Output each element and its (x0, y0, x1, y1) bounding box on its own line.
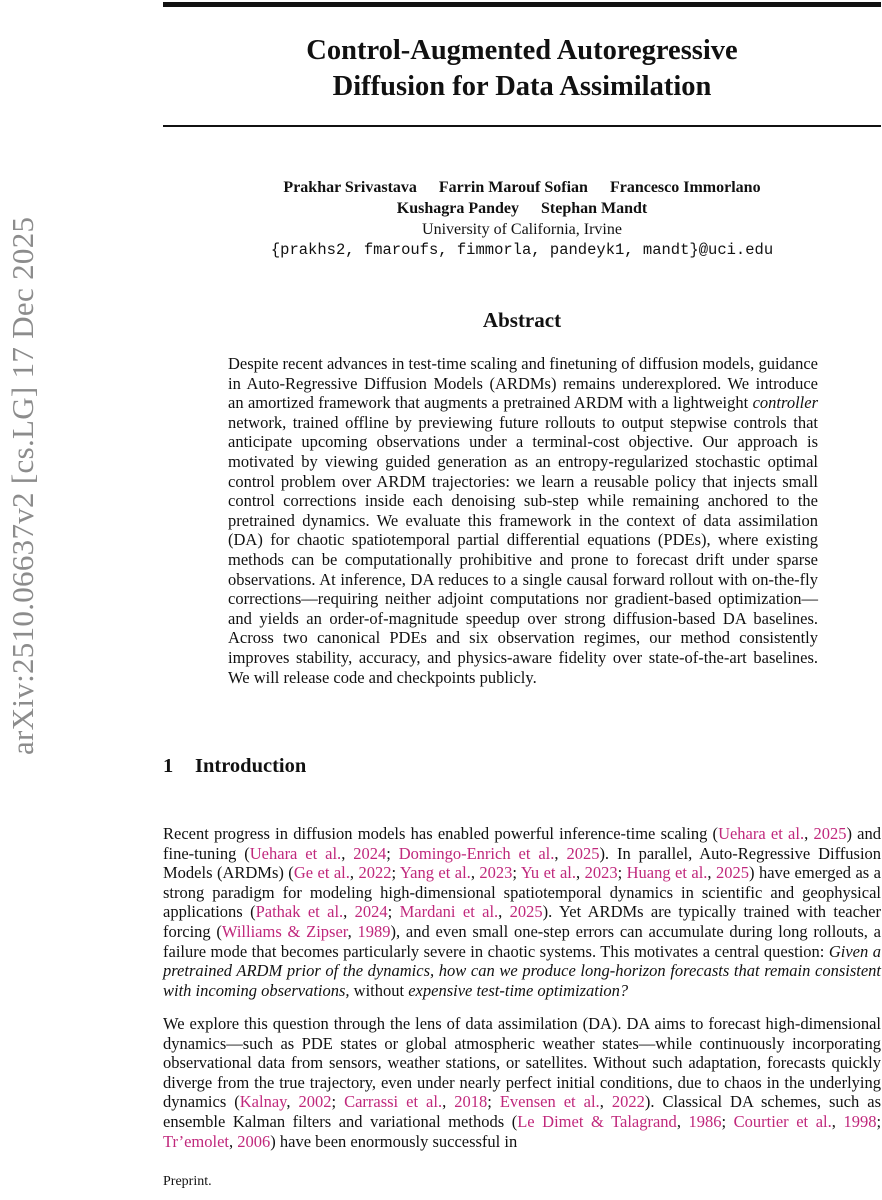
paragraph-text: ; (721, 1111, 734, 1131)
citation-link[interactable]: 2006 (237, 1131, 271, 1151)
author-name: Prakhar Srivastava (283, 179, 417, 196)
citation-link[interactable]: 2022 (611, 1092, 645, 1112)
title-rule-top (163, 2, 881, 7)
author-name: Farrin Marouf Sofian (438, 179, 588, 196)
paragraph-text: ; (331, 1092, 345, 1112)
paragraph-text: ). Classical DA schemes, such as ensemble Kalman filters and variational methods ( (163, 1092, 881, 1131)
citation-link[interactable]: Pathak et al. (255, 902, 344, 922)
affiliation: University of California, Irvine (422, 221, 622, 238)
citation-link[interactable]: Uehara et al. (249, 843, 342, 863)
paragraph-text: , (470, 863, 480, 883)
section-number: 1 (163, 755, 174, 777)
paragraph-text: ; (617, 863, 627, 883)
paragraph-text: ; (386, 843, 399, 863)
citation-link[interactable]: 2025 (716, 863, 749, 883)
paper-title (163, 33, 881, 105)
citation-link[interactable]: Courtier et al. (733, 1111, 832, 1131)
title-rule-bottom (163, 125, 881, 127)
citation-link[interactable]: Huang et al. (626, 863, 708, 883)
paragraph-text: , (707, 863, 716, 883)
citation-link[interactable]: Yu et al. (520, 863, 576, 883)
abstract-body (228, 354, 818, 687)
emphasized-text: expensive test-time optimization? (408, 980, 629, 1000)
paragraph-text: , (349, 863, 359, 883)
paragraph-text: We explore this question through the lens of data assimilation (DA). DA aims to forecast high-dimensional dynamics—such as PDE states or global atmospheric weather states—while continuously incorporating observational data from sensors, weather stations, or satellites. Without such adaptation, forecasts quickly diverge from the true trajectory, even under nearly perfect initial conditions, due to chaos in the underlying dynamics ( (163, 1014, 881, 1112)
paragraph-text: , (498, 902, 510, 922)
citation-link[interactable]: Evensen et al. (499, 1092, 600, 1112)
author-emails: {prakhs2, fmaroufs, fimmorla, pandeyk1, mandt}@uci.edu (270, 241, 774, 259)
authors-line-1 (163, 177, 881, 198)
citation-link[interactable]: 1986 (688, 1111, 722, 1131)
author-block (163, 177, 881, 261)
paragraph-text: , (229, 1131, 238, 1151)
citation-link[interactable]: Ge et al. (293, 863, 350, 883)
paragraph-text: ) have emerged as a strong paradigm for modeling high-dimensional spatiotemporal dynamics in scientific and geophysical applications ( (163, 863, 881, 922)
citation-link[interactable]: 2024 (353, 843, 387, 863)
citation-link[interactable]: 2002 (298, 1092, 332, 1112)
paragraph-text: ; (387, 902, 400, 922)
citation-link[interactable]: 2025 (509, 902, 543, 922)
paragraph-text: , (341, 843, 354, 863)
citation-link[interactable]: 1998 (843, 1111, 877, 1131)
paragraph-text: ). In parallel, Auto-Regressive Diffusion Models (ARDMs) ( (163, 843, 882, 883)
paragraph-text: Recent progress in diffusion models has enabled powerful inference-time scaling ( (163, 824, 719, 843)
citation-link[interactable]: Mardani et al. (399, 902, 499, 922)
footer-note: Preprint. (163, 1174, 212, 1189)
citation-link[interactable]: Tr’emolet (163, 1131, 229, 1151)
citation-link[interactable]: Domingo-Enrich et al. (398, 843, 555, 863)
paragraph-text: ) and fine-tuning ( (163, 824, 881, 863)
paragraph-text: ), and even small one-step errors can accumulate during long rollouts, a failure mode that becomes particularly severe in chaotic systems. This motivates a central question: (163, 921, 882, 961)
citation-link[interactable]: Carrassi et al. (344, 1092, 443, 1112)
section-title: Introduction (195, 755, 307, 777)
paragraph-text: , (676, 1111, 689, 1131)
abstract-text: Despite recent advances in test-time scaling and finetuning of diffusion models, guidance in Auto-Regressive Diffusion Models (ARDMs) remains underexplored. We introduce an amortized framework that augments a pretrained ARDM with a lightweight (228, 354, 818, 413)
citation-link[interactable]: 2025 (566, 843, 600, 863)
abstract-text: network, trained offline by previewing future rollouts to output stepwise controls that anticipate upcoming observations under a terminal-cost objective. Our approach is motivated by viewing guided generation as an entropy-regularized stochastic optimal control problem over ARDM trajectories: we learn a reusable policy that injects small control corrections inside each denoising sub-step while remaining anchored to the pretrained dynamics. We evaluate this framework in the context of data assimilation (DA) for chaotic spatiotemporal partial differential equations (PDEs), where existing methods can be computationally prohibitive and prone to forecast drift under sparse observations. At inference, DA reduces to a single causal forward rollout with on-the-fly corrections—requiring neither adjoint computations nor gradient-based optimization—and yields an order-of-magnitude speedup over strong diffusion-based DA baselines. Across two canonical PDEs and six observation regimes, our method consistently improves stability, accuracy, and physics-aware fidelity over state-of-the-art baselines. We will release code and checkpoints publicly. (228, 412, 818, 687)
citation-link[interactable]: 2022 (358, 863, 392, 883)
title-line-2: Diffusion for Data Assimilation (332, 71, 712, 102)
authors-line-2 (163, 198, 881, 219)
abstract-heading: Abstract (482, 308, 562, 332)
paragraph-text: , (347, 921, 358, 941)
paragraph-text: , (575, 863, 585, 883)
citation-link[interactable]: Uehara et al. (718, 824, 805, 843)
author-name: Stephan Mandt (541, 200, 648, 217)
paragraph-text: , (599, 1092, 612, 1112)
author-name: Kushagra Pandey (396, 200, 519, 217)
paragraph-text: ; (512, 863, 521, 883)
citation-link[interactable]: Yang et al. (399, 863, 471, 883)
paragraph-text: without (349, 980, 409, 1000)
paragraph-text: ). Yet ARDMs are typically trained with teacher forcing ( (163, 902, 882, 941)
citation-link[interactable]: 2024 (354, 902, 388, 922)
paragraph-text: , (831, 1111, 844, 1131)
citation-link[interactable]: Kalnay (239, 1092, 287, 1112)
author-name: Francesco Immorlano (609, 179, 761, 196)
abstract-emphasis: controller (752, 393, 818, 413)
citation-link[interactable]: 1989 (357, 921, 391, 941)
paragraph-text: , (286, 1092, 299, 1112)
citation-link[interactable]: 2025 (813, 824, 847, 843)
paragraph-text: ; (876, 1111, 882, 1131)
intro-paragraph-2 (163, 1014, 881, 1151)
title-line-1: Control-Augmented Autoregressive (306, 35, 738, 66)
section-heading-introduction (163, 755, 306, 778)
paragraph-text: , (442, 1092, 455, 1112)
citation-link[interactable]: 2023 (584, 863, 618, 883)
paragraph-text: ; (391, 863, 400, 883)
citation-link[interactable]: Le Dimet & Talagrand (517, 1111, 677, 1131)
paragraph-text: , (343, 902, 355, 922)
emphasized-text: Given a pretrained ARDM prior of the dynamics, how can we produce long-horizon forecasts that remain consistent with incoming observations, (163, 941, 881, 1000)
paragraph-text: , (804, 824, 814, 843)
citation-link[interactable]: 2018 (454, 1092, 488, 1112)
intro-paragraph-1 (163, 824, 881, 1000)
paragraph-text: , (554, 843, 567, 863)
citation-link[interactable]: Williams & Zipser (221, 921, 348, 941)
paragraph-text: ; (487, 1092, 500, 1112)
paragraph-text: ) have been enormously successful in (270, 1131, 518, 1151)
arxiv-identifier: arXiv:2510.06637v2 [cs.LG] 17 Dec 2025 (5, 216, 40, 755)
citation-link[interactable]: 2023 (479, 863, 513, 883)
